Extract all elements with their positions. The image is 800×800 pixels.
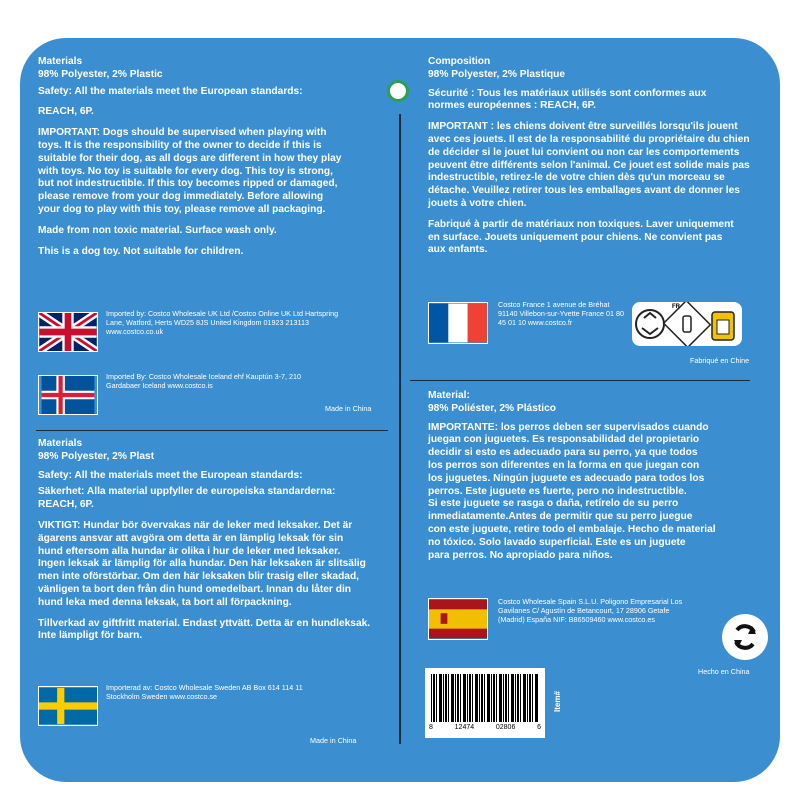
- barcode-digit-group: 8: [429, 724, 433, 731]
- spain-section: [428, 390, 768, 570]
- spain-flag-icon: [428, 598, 488, 640]
- se-sakerhet: Säkerhet: Alla material uppfyller de europeiska standarderna: REACH, 6P.: [38, 486, 336, 511]
- fr-title: Composition: [428, 56, 491, 67]
- uk-composition: 98% Polyester, 2% Plastic: [38, 68, 163, 80]
- se-composition: 98% Polyester, 2% Plast: [38, 450, 155, 462]
- barcode: [425, 668, 545, 738]
- fr-made-in: Fabriqué en Chine: [690, 356, 750, 365]
- barcode-digits: [429, 724, 541, 731]
- uk-reach: REACH, 6P.: [38, 106, 94, 118]
- recycle-icon: [722, 614, 768, 660]
- section-divider: [36, 430, 388, 431]
- se-materials-title: Materials: [38, 438, 83, 449]
- uk-made-from: Made from non toxic material. Surface wash only.: [38, 224, 277, 236]
- spain-importer: Costco Wholesale Spain S.L.U. Poligono Empresarial Los Gavilanes C/ Agustín de Betancourt, 17 28906 Getafe (Madrid) España NIF: B86509460 www.costco.es: [498, 597, 683, 625]
- iceland-importer: Imported By: Costco Wholesale Iceland ehf Kauptún 3-7, 210 Gardabaer Iceland www.costco.is: [106, 372, 301, 391]
- es-title: Material:: [428, 390, 470, 401]
- sweden-section: [38, 438, 390, 651]
- triman-recycle-icon: [632, 302, 742, 346]
- barcode-digit-group: 6: [537, 724, 541, 731]
- column-divider: [399, 114, 401, 744]
- sweden-importer: Importerad av: Costco Wholesale Sweden AB Box 614 114 11 Stockholm Sweden www.costco.se: [106, 683, 303, 702]
- es-importante: IMPORTANTE: los perros deben ser supervisados cuando juegan con juguetes. Es responsabilidad del propietario decidir si esto es adecuado para su perro, ya que todos los perros son diferentes en la forma en que juegan con los juguetes. Ningún juguete es adecuado para todos los perros. Este juguete es fuerte, pero no indestructible. Si este juguete se rasga o daña, retírelo de su perro inmediatamente.Antes de permitir que su perro juegue con este juguete, retire todo el embalaje. Hecho de material no tóxico. Solo lavado superficial. Este es un juguete para perros. No apropiado para niños.: [428, 421, 716, 561]
- uk-materials-title: Materials: [38, 56, 83, 67]
- uk-dog-toy: This is a dog toy. Not suitable for children.: [38, 245, 244, 257]
- uk-important: IMPORTANT: Dogs should be supervised when playing with toys. It is the responsibility of the owner to decide if this is suitable for their dog, as all dogs are different in how they play with toys. No toy is suitable for every dog. This toy is strong, but not indestructible. If this toy becomes ripped or damaged, please remove from your dog immediately. Before allowing your dog to play with this toy, please remove all packaging.: [38, 127, 342, 215]
- se-made-in: Made in China: [310, 736, 357, 745]
- item-number-label: Item#: [553, 691, 562, 712]
- se-viktigt: VIKTIGT: Hundar bör övervakas när de leker med leksaker. Det är ägarens ansvar att avgöra om detta är en lämplig leksak för sin hund eftersom alla hundar är olika i hur de leker med leksaker. Ingen leksak är lämplig för alla hundar. Den här leksaken är slitsälig men inte oförstörbar. Om den här leksaken blir trasig eller skadad, vänligen ta bort den från din hund omedelbart. Innan du låter din hund leka med denna leksak, ta bort all förpackning.: [38, 519, 366, 608]
- sweden-flag-icon: [38, 686, 98, 726]
- section-divider: [410, 380, 750, 381]
- uk-flag-icon: [38, 312, 98, 352]
- uk-section: [38, 56, 390, 266]
- uk-made-in: Made in China: [325, 404, 372, 413]
- fr-fabrique: Fabriqué à partir de matériaux non toxiques. Laver uniquement en surface. Jouets uniquement pour chiens. Ne convient pas aux enfants.: [428, 218, 734, 256]
- es-made-in: Hecho en China: [698, 667, 750, 676]
- fr-composition: 98% Polyester, 2% Plastique: [428, 68, 566, 80]
- france-section: [428, 56, 768, 265]
- fr-securite: Sécurité : Tous les matériaux utilisés sont conformes aux normes européennes : REACH, 6P.: [428, 87, 707, 112]
- barcode-digit-group: 12474: [454, 724, 475, 731]
- iceland-flag-icon: [38, 375, 98, 415]
- hang-hole: [387, 80, 409, 102]
- es-composition: 98% Poliéster, 2% Plástico: [428, 402, 556, 414]
- uk-importer: Imported by: Costco Wholesale UK Ltd /Costco Online UK Ltd Hartspring Lane, Watford, Herts WD25 8JS United Kingdom 01923 213113 www.costco.co.uk: [106, 309, 339, 337]
- france-flag-icon: [428, 302, 488, 344]
- barcode-bars: [431, 674, 539, 722]
- fr-important: IMPORTANT : les chiens doivent être surveillés lorsqu'ils jouent avec ces jouets. Il est de la responsabilité du propriétaire du chien de décider si le jouet lui convient ou non car les comportements peuvent être différents selon l'animal. Ce jouet est solide mais pas indestructible, retirez-le de votre chien dès qu'un morceau se détache. Veuillez retirer tous les emballages avant de donner les jouets à votre chien.: [428, 121, 750, 209]
- se-tillverkad: Tillverkad av giftfritt material. Endast yttvätt. Detta är en hundleksak. Inte lämpligt för barn.: [38, 617, 371, 642]
- barcode-digit-group: 02806: [495, 724, 516, 731]
- uk-safety: Safety: All the materials meet the European standards:: [38, 85, 303, 97]
- se-safety: Safety: All the materials meet the European standards:: [38, 469, 303, 481]
- fr-badge: FR: [672, 304, 680, 310]
- france-importer: Costco France 1 avenue de Bréhat 91140 Villebon-sur-Yvette France 01 80 45 01 10 www.costco.fr: [498, 300, 624, 328]
